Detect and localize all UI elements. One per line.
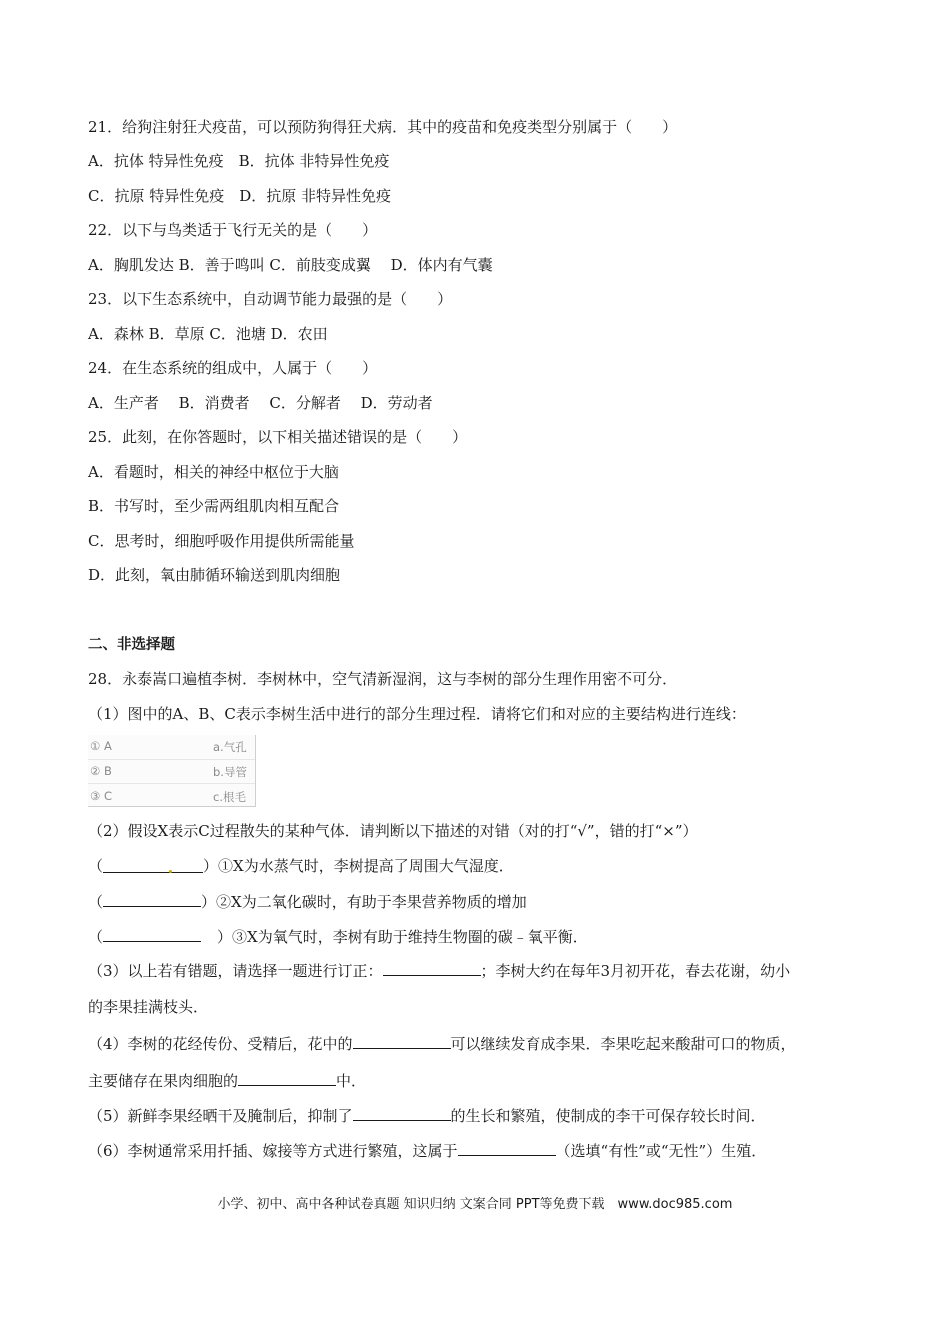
q21-stem: 21．给狗注射狂犬疫苗，可以预防狗得狂犬病．其中的疫苗和免疫类型分别属于（ ） bbox=[88, 118, 678, 136]
part3-text-b: ；李树大约在每年3月初开花，春去花谢，幼小 bbox=[480, 962, 791, 980]
q23-stem: 23．以下生态系统中，自动调节能力最强的是（ ） bbox=[88, 290, 453, 308]
q22-stem: 22．以下与鸟类适于飞行无关的是（ ） bbox=[88, 221, 378, 239]
match-right-a: a.气孔 bbox=[213, 740, 247, 754]
footer-link[interactable]: 小学、初中、高中各种试卷真题 知识归纳 文案合同 PPT等免费下载 www.doc985.com bbox=[217, 1197, 733, 1212]
q25-option-d: D．此刻，氧由肺循环输送到肌肉细胞 bbox=[88, 566, 341, 584]
q28-part3-cont: 的李果挂满枝头． bbox=[88, 998, 209, 1016]
answer-blank[interactable] bbox=[103, 890, 201, 907]
q28-part5 bbox=[88, 1104, 766, 1126]
match-left-a: ① A bbox=[90, 739, 112, 753]
q23-options: A．森林 B．草原 C．池塘 D．农田 bbox=[88, 325, 328, 343]
part4-text-d: 中． bbox=[336, 1072, 367, 1090]
answer-blank[interactable] bbox=[458, 1139, 556, 1156]
item-text: ）②X为二氧化碳时，有助于李果营养物质的增加 bbox=[201, 893, 527, 911]
q21-options-ab: A．抗体 特异性免疫 B．抗体 非特异性免疫 bbox=[88, 152, 390, 170]
q28-stem: 28．永泰嵩口遍植李树．李树林中，空气清新湿润，这与李树的部分生理作用密不可分． bbox=[88, 670, 678, 688]
q25-stem: 25．此刻，在你答题时，以下相关描述错误的是（ ） bbox=[88, 428, 468, 446]
q24-options: A．生产者 B．消费者 C．分解者 D．劳动者 bbox=[88, 394, 433, 412]
answer-blank[interactable] bbox=[353, 1104, 451, 1121]
q28-part2: （2）假设X表示C过程散失的某种气体．请判断以下描述的对错（对的打“√”，错的打“×”） bbox=[88, 822, 698, 840]
yellow-dot bbox=[169, 870, 172, 873]
q28-part2-item2 bbox=[88, 890, 527, 912]
part4-text-a: （4）李树的花经传份、受精后，花中的 bbox=[88, 1035, 353, 1053]
q25-option-c: C．思考时，细胞呼吸作用提供所需能量 bbox=[88, 532, 355, 550]
q28-part2-item1 bbox=[88, 856, 514, 876]
paren-open: （ bbox=[88, 857, 104, 875]
item-text: ）③X为氧气时，李树有助于维持生物圈的碳﹣氧平衡． bbox=[217, 928, 588, 946]
matching-figure bbox=[88, 735, 256, 807]
answer-blank[interactable] bbox=[383, 959, 481, 976]
section-heading: 二、非选择题 bbox=[88, 637, 175, 653]
part4-text-b: 可以继续发育成李果．李果吃起来酸甜可口的物质， bbox=[450, 1035, 796, 1053]
answer-blank[interactable] bbox=[353, 1032, 451, 1049]
answer-blank[interactable] bbox=[238, 1069, 336, 1086]
answer-blank[interactable] bbox=[103, 925, 201, 942]
q25-option-a: A．看题时，相关的神经中枢位于大脑 bbox=[88, 463, 339, 481]
q28-part3 bbox=[88, 959, 790, 981]
part5-text-b: 的生长和繁殖，使制成的李干可保存较长时间． bbox=[450, 1107, 766, 1125]
q25-option-b: B．书写时，至少需两组肌肉相互配合 bbox=[88, 497, 340, 515]
q24-stem: 24．在生态系统的组成中，人属于（ ） bbox=[88, 359, 378, 377]
q28-part4-cont bbox=[88, 1069, 366, 1091]
part4-text-c: 主要储存在果肉细胞的 bbox=[88, 1072, 239, 1090]
q28-part2-item3 bbox=[88, 925, 588, 947]
part6-text-a: （6）李树通常采用扦插、嫁接等方式进行繁殖，这属于 bbox=[88, 1142, 458, 1160]
paren-open: （ bbox=[88, 893, 104, 911]
paren-open: （ bbox=[88, 928, 104, 946]
match-left-b: ② B bbox=[90, 764, 112, 778]
q28-part1: （1）图中的A、B、C表示李树生活中进行的部分生理过程．请将它们和对应的主要结构进行连线： bbox=[88, 705, 746, 723]
match-left-c: ③ C bbox=[90, 789, 112, 803]
q21-options-cd: C．抗原 特异性免疫 D．抗原 非特异性免疫 bbox=[88, 187, 392, 205]
part6-text-b: （选填“有性”或“无性”）生殖． bbox=[555, 1142, 767, 1160]
q28-part6 bbox=[88, 1139, 766, 1161]
match-right-b: b.导管 bbox=[213, 765, 247, 779]
part3-text-a: （3）以上若有错题，请选择一题进行订正： bbox=[88, 962, 383, 980]
item-text: ）①X为水蒸气时，李树提高了周围大气湿度． bbox=[203, 857, 514, 875]
match-right-c: c.根毛 bbox=[213, 790, 246, 804]
q28-part4 bbox=[88, 1032, 796, 1054]
answer-blank[interactable] bbox=[103, 856, 203, 873]
part5-text-a: （5）新鲜李果经晒干及腌制后，抑制了 bbox=[88, 1107, 353, 1125]
q22-options: A．胸肌发达 B．善于鸣叫 C．前肢变成翼 D．体内有气囊 bbox=[88, 256, 493, 274]
